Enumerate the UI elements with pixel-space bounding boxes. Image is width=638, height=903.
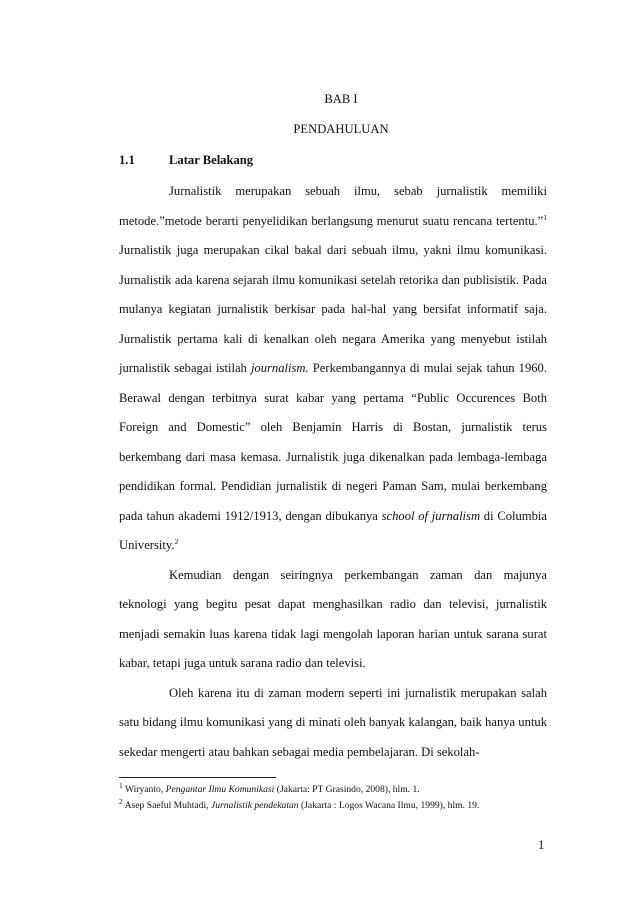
footnotes (119, 782, 559, 814)
section-heading (119, 153, 253, 168)
footnote-2-author: Asep Saeful Muhtadi, (122, 800, 211, 811)
footnote-1-mark: 1 (119, 780, 123, 790)
page-number: 1 (538, 838, 545, 852)
paragraph-1-text-c: Perkembangannya di mulai sejak tahun 1960. Berawal dengan terbitnya surat kabar yang pertama “Public Occurences Both Foreign and Domestic” oleh Benjamin Harris di Bostan, jurnalistik terus berkembang dari masa kemasa. Jurnalistik juga dikenalkan pada lembaga-lembaga pendidikan formal. Pendidian jurnalistik di negeri Paman Sam, mulai berkembang pada tahun akademi 1912/1913, dengan dibukanya (119, 361, 547, 523)
footnote-2-mark: 2 (119, 796, 123, 806)
paragraph-1 (119, 177, 547, 561)
footnote-1-author: Wiryanto, (122, 784, 166, 795)
footnote-1-book-title: Pengantar Ilmu Komunikasi (165, 784, 275, 795)
paragraph-1-text-a: Jurnalistik merupakan sebuah ilmu, sebab jurnalistik memiliki metode.”metode berarti penyelidikan berlangsung menurut suatu rencana tertentu.” (119, 184, 547, 228)
footnote-ref-2: 2 (174, 536, 179, 546)
chapter-title: PENDAHULUAN (293, 122, 389, 136)
italic-term-journalism: journalism. (250, 361, 309, 375)
footnote-divider (119, 777, 276, 778)
body-text (119, 177, 547, 767)
paragraph-1-text-b: Jurnalistik juga merupakan cikal bakal dari sebuah ilmu, yakni ilmu komunikasi. Jurnalistik ada karena sejarah ilmu komunikasi setelah retorika dan publisistik. Pada mulanya kegiatan jurnalistik berkisar pada hal-hal yang bersifat informatif saja. Jurnalistik pertama kali di kenalkan oleh negara Amerika yang menyebut istilah jurnalistik sebagai istilah (119, 243, 547, 375)
footnote-ref-1: 1 (543, 212, 547, 222)
footnote-1-publication: (Jakarta: PT Grasindo, 2008), hlm. 1. (274, 784, 420, 795)
footnote-1 (119, 782, 559, 798)
footnote-2-book-title: Jurnalistik pendekatan (210, 800, 299, 811)
chapter-heading: BAB I (324, 92, 358, 106)
paragraph-1-text-d: di Columbia University. (119, 508, 547, 552)
footnote-2-publication: (Jakarta : Logos Wacana Ilmu, 1999), hlm. 19. (298, 800, 480, 811)
section-number: 1.1 (119, 153, 135, 167)
italic-term-school-of-jurnalism: school of jurnalism (381, 508, 481, 523)
footnote-2 (119, 798, 559, 814)
section-title: Latar Belakang (169, 153, 254, 167)
paragraph-3: Oleh karena itu di zaman modern seperti ini jurnalistik merupakan salah satu bidang ilmu komunikasi yang di minati oleh banyak kalangan, baik hanya untuk sekedar mengerti atau bahkan sebagai media pembelajaran. Di sekolah- (119, 685, 547, 759)
paragraph-2: Kemudian dengan seiringnya perkembangan zaman dan majunya teknologi yang begitu pesat dapat menghasilkan radio dan televisi, jurnalistik menjadi semakin luas karena tidak lagi mengolah laporan harian untuk sarana surat kabar, tetapi juga untuk sarana radio dan televisi. (119, 567, 547, 670)
